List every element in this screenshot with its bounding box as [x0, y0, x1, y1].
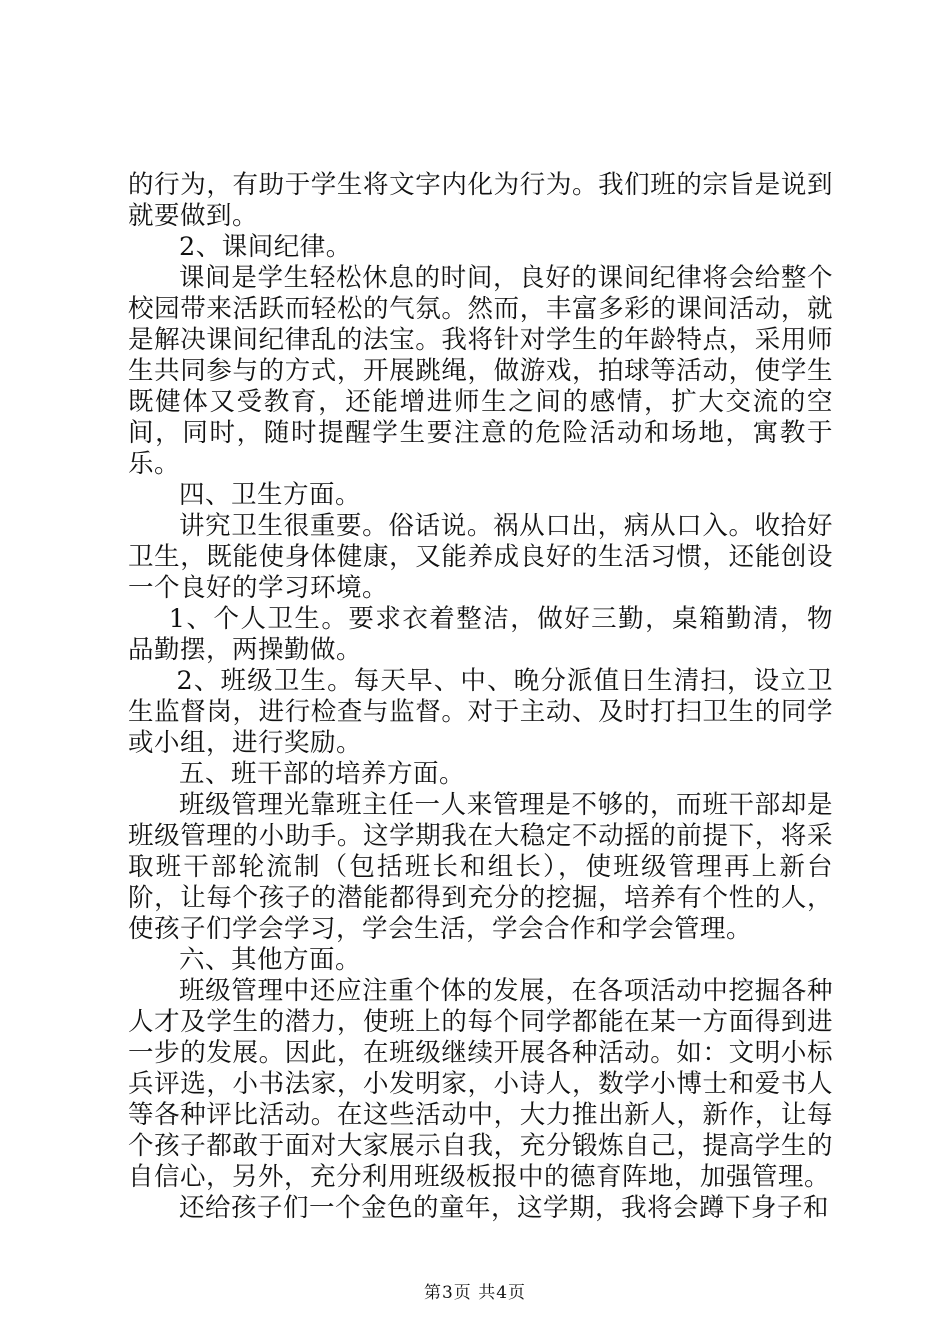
document-body — [128, 170, 833, 1224]
section-heading: 四、卫生方面。 — [179, 480, 362, 510]
paragraph: 课间是学生轻松休息的时间，良好的课间纪律将会给整个校园带来活跃而轻松的气氛。然而，丰富多彩的课间活动，就是解决课间纪律乱的法宝。我将针对学生的年龄特点，采用师生共同参与的方式，开展跳绳，做游戏，拍球等活动，使学生既健体又受教育，还能增进师生之间的感情，扩大交流的空间，同时，随时提醒学生要注意的危险活动和场地，寓教于乐。 — [128, 263, 833, 479]
section-heading: 六、其他方面。 — [179, 945, 362, 975]
paragraph: 2、班级卫生。每天早、中、晚分派值日生清扫，设立卫生监督岗，进行检查与监督。对于主动、及时打扫卫生的同学或小组，进行奖励。 — [128, 666, 833, 758]
paragraph: 1、个人卫生。要求衣着整洁，做好三勤，桌箱勤清，物品勤摆，两操勤做。 — [128, 604, 833, 665]
paragraph: 的行为，有助于学生将文字内化为行为。我们班的宗旨是说到就要做到。 — [128, 170, 833, 231]
section-heading: 五、班干部的培养方面。 — [179, 759, 466, 789]
page-number-footer: 第3页 共4页 — [423, 1283, 527, 1303]
paragraph: 班级管理光靠班主任一人来管理是不够的，而班干部却是班级管理的小助手。这学期我在大稳定不动摇的前提下，将采取班干部轮流制（包括班长和组长），使班级管理再上新台阶，让每个孩子的潜能都得到充分的挖掘，培养有个性的人，使孩子们学会学习，学会生活，学会合作和学会管理。 — [128, 790, 833, 944]
paragraph: 讲究卫生很重要。俗话说。祸从口出，病从口入。收拾好卫生，既能使身体健康，又能养成良好的生活习惯，还能创设一个良好的学习环境。 — [128, 511, 833, 603]
paragraph: 还给孩子们一个金色的童年，这学期，我将会蹲下身子和 — [179, 1193, 830, 1223]
paragraph: 班级管理中还应注重个体的发展，在各项活动中挖掘各种人才及学生的潜力，使班上的每个同学都能在某一方面得到进一步的发展。因此，在班级继续开展各种活动。如：文明小标兵评选，小书法家，小发明家，小诗人，数学小博士和爱书人等各种评比活动。在这些活动中，大力推出新人，新作，让每个孩子都敢于面对大家展示自我，充分锻炼自己，提高学生的自信心，另外，充分利用班级板报中的德育阵地，加强管理。 — [128, 976, 833, 1192]
paragraph: 2、课间纪律。 — [179, 232, 352, 262]
